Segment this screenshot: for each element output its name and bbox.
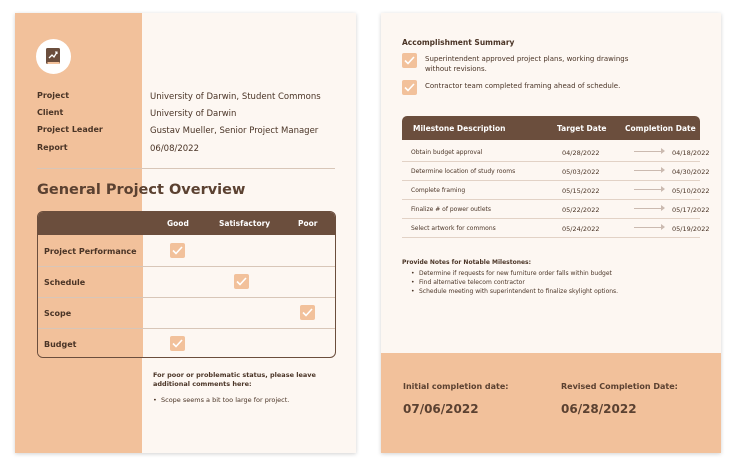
- status-table: [37, 211, 336, 358]
- info-label-project: Project: [37, 91, 70, 100]
- row-divider: [38, 297, 335, 298]
- arrow-right-icon: [634, 151, 664, 152]
- milestone-table-header: [402, 116, 700, 140]
- checkbox-performance-good[interactable]: [170, 243, 185, 258]
- milestone-target-date: 05/15/2022: [562, 187, 600, 195]
- info-value-project-leader: Gustav Mueller, Senior Project Manager: [150, 126, 319, 136]
- list-item: • Determine if requests for new furniture order falls within budget: [419, 269, 618, 278]
- milestone-row: [402, 181, 710, 200]
- info-value-report: 06/08/2022: [150, 144, 199, 154]
- logo: [36, 39, 71, 74]
- list-item: • Schedule meeting with superintendent to finalize skylight options.: [419, 287, 618, 296]
- accomplishment-text: Contractor team completed framing ahead of schedule.: [425, 82, 621, 90]
- milestone-description: Select artwork for commons: [411, 225, 496, 232]
- comments-title: For poor or problematic status, please leave additional comments here:: [153, 371, 316, 388]
- checkbox-schedule-satisfactory[interactable]: [234, 274, 249, 289]
- milestone-description: Determine location of study rooms: [411, 168, 516, 175]
- milestone-row: [402, 162, 710, 181]
- milestone-col-description: Milestone Description: [413, 124, 506, 133]
- revised-completion-label: Revised Completion Date:: [561, 382, 678, 391]
- milestone-row: [402, 143, 710, 162]
- arrow-right-icon: [634, 189, 664, 190]
- milestone-completion-date: 04/30/2022: [672, 168, 710, 176]
- milestone-completion-date: 05/17/2022: [672, 206, 710, 214]
- milestone-description: Complete framing: [411, 187, 466, 194]
- info-label-client: Client: [37, 108, 64, 117]
- checkbox-accomplishment-2[interactable]: [402, 80, 417, 95]
- arrow-right-icon: [634, 208, 664, 209]
- info-label-project-leader: Project Leader: [37, 125, 103, 134]
- milestone-target-date: 05/03/2022: [562, 168, 600, 176]
- completion-dates-band: [381, 353, 721, 453]
- milestone-completion-date: 05/10/2022: [672, 187, 710, 195]
- milestone-target-date: 05/22/2022: [562, 206, 600, 214]
- initial-completion-value: 07/06/2022: [403, 402, 479, 416]
- initial-completion-label: Initial completion date:: [403, 382, 509, 391]
- milestone-completion-date: 05/19/2022: [672, 225, 710, 233]
- info-value-project: University of Darwin, Student Commons: [150, 92, 321, 102]
- info-value-client: University of Darwin: [150, 109, 237, 119]
- milestone-description: Finalize # of power outlets: [411, 206, 491, 213]
- milestone-description: Obtain budget approval: [411, 149, 483, 156]
- status-row-label: Budget: [44, 340, 77, 349]
- status-table-header: [38, 212, 335, 235]
- comment-item: • Scope seems a bit too large for project.: [161, 396, 289, 404]
- milestone-row: [402, 200, 710, 219]
- milestone-target-date: 04/28/2022: [562, 149, 600, 157]
- accomplishment-title: Accomplishment Summary: [402, 38, 515, 47]
- milestone-target-date: 05/24/2022: [562, 225, 600, 233]
- row-divider: [38, 328, 335, 329]
- revised-completion-value: 06/28/2022: [561, 402, 637, 416]
- row-divider: [38, 266, 335, 267]
- milestone-notes-title: Provide Notes for Notable Milestones:: [402, 259, 532, 266]
- milestone-completion-date: 04/18/2022: [672, 149, 710, 157]
- report-page-right: [381, 13, 721, 453]
- status-row-label: Scope: [44, 309, 72, 318]
- milestone-col-completion: Completion Date: [625, 124, 696, 133]
- milestone-col-target: Target Date: [557, 124, 607, 133]
- status-col-satisfactory: Satisfactory: [219, 219, 271, 228]
- list-item: • Find alternative telecom contractor: [419, 278, 618, 287]
- status-col-poor: Poor: [298, 219, 318, 228]
- status-row-label: Project Performance: [44, 247, 137, 256]
- arrow-right-icon: [634, 227, 664, 228]
- arrow-right-icon: [634, 170, 664, 171]
- milestone-row: [402, 219, 710, 238]
- divider: [37, 168, 335, 169]
- checkbox-budget-good[interactable]: [170, 336, 185, 351]
- checkbox-accomplishment-1[interactable]: [402, 53, 417, 68]
- accomplishment-text: Superintendent approved project plans, working drawings without revisions.: [425, 55, 629, 73]
- report-page-left: [15, 13, 356, 453]
- milestone-notes-list: [419, 269, 618, 296]
- section-title: General Project Overview: [37, 182, 246, 198]
- checkbox-scope-poor[interactable]: [300, 305, 315, 320]
- info-label-report: Report: [37, 143, 68, 152]
- status-col-good: Good: [167, 219, 189, 228]
- milestone-table: [402, 116, 710, 240]
- status-row-label: Schedule: [44, 278, 86, 287]
